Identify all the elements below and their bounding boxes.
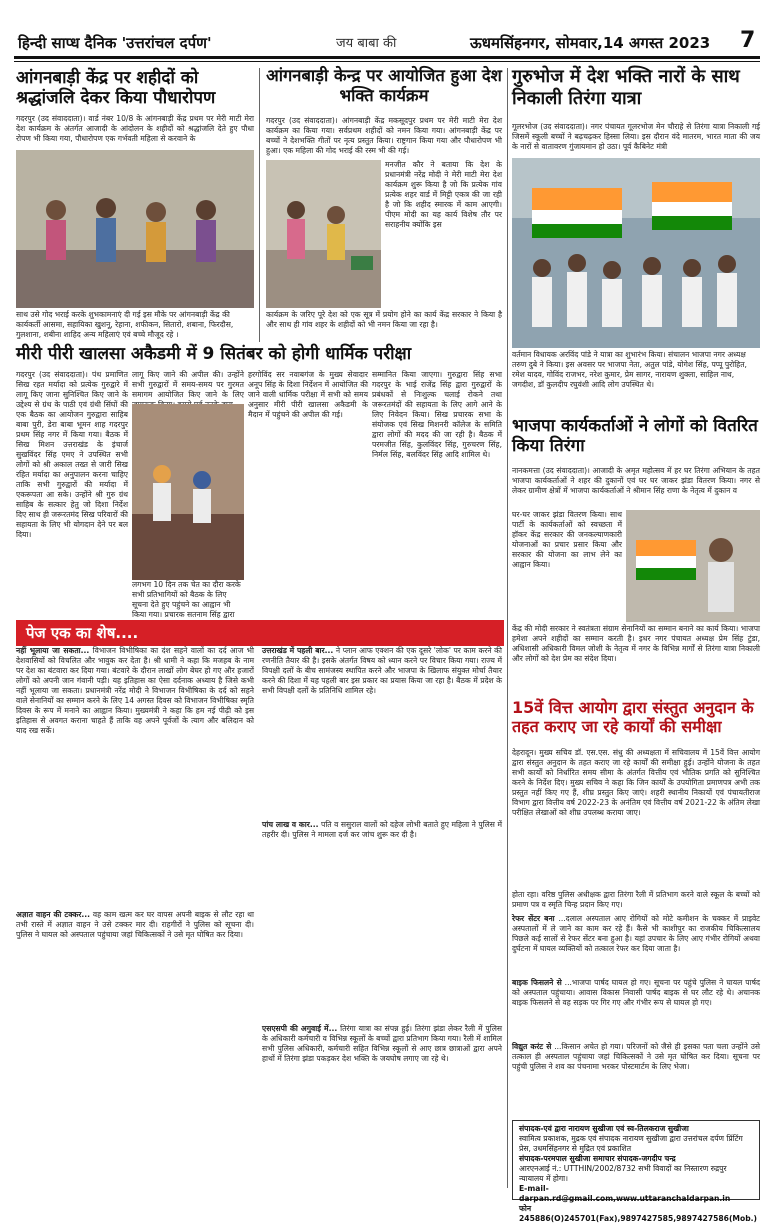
contact-line3: संपादक-परमपाल सुखीजा समाचार संपादक-जगदीप चन्द्र <box>519 1154 676 1163</box>
editorial-col2b <box>262 820 502 1020</box>
story5-headline: भाजपा कार्यकर्ताओं ने लोगों को वितरित किया तिरंगा <box>512 416 758 457</box>
story2-body-c: कार्यक्रम के जरिए पूरे देश को एक सूत्र में प्रयोग होने का कार्य केंद्र सरकार ने किया है और साथ ही गांव शहर के शहीदों को भी नमन किया जा रहा है। <box>266 310 502 329</box>
editorial-lead-a: नहीं भूलाया जा सकता... <box>16 646 90 655</box>
story4-body-c: हरगोविंद सर नवाबगंज के मुख्य सेवादार अनूप सिंह के दिशा निर्देशन में आयोजित की जाने वाली धार्मिक परीक्षा में सभी को समय अनुसार मीरी पीरी खालसा अकैडमी के मैदान में पहुंचने की अपील की गई। <box>248 370 368 419</box>
motto: जय बाबा की <box>336 36 397 51</box>
story5-body-b: घर-घर जाकर झंडा वितरण किया। साथ पार्टी के कार्यकर्ताओं को स्वच्छता में हॉकर केंद्र सरकार की जनकल्याणकारी योजनाओं का प्रचार प्रसार किया और सरकार की योजना का लाभ लेने का आह्वान किया। <box>512 510 622 569</box>
dateline: ऊधमसिंहनगर, सोमवार,14 अगस्त 2023 <box>470 34 711 52</box>
contact-phone: फोन 245886(O)245701(Fax),9897427585,9897427586(Mob.) <box>519 1204 757 1223</box>
contact-box <box>512 1120 760 1223</box>
editorial-body-c: वह काम खत्म कर घर वापस अपनी बाइक से लौट रहा था तभी रास्ते में अज्ञात वाहन ने उसे टक्कर मार दी। राहगीरों ने पुलिस को सूचना दी। पुलिस ने घायल को अस्पताल पहुंचाया जहां चिकित्सकों ने उसे मृत घोषित कर दिया। <box>16 910 255 939</box>
story5-photo <box>626 510 760 622</box>
editorial-col2 <box>262 646 502 816</box>
story1-photo <box>16 150 254 308</box>
story6-lead-e: विद्युत करंट से <box>512 1042 552 1051</box>
editorial-col1b <box>16 910 254 1190</box>
column-divider <box>259 68 260 342</box>
story1-caption: साथ उसे गोद भराई करके शुभकामनाएं दी गई इस मौके पर आंगनबाड़ी केंद्र की कार्यकर्ती आसमा, सहायिका खुशनू, रेहाना, शफीकन, सितारो, शबाना, फिरदौस, गुलशाना, शबीना शाहिद अन्य महिलाएं एवं बच्चे मौजूद रहे । <box>16 310 234 339</box>
story6-col-d <box>512 978 760 1040</box>
story5-photo-image <box>626 510 760 622</box>
story2-photo-image <box>266 160 381 308</box>
editorial-lead-c: अज्ञात वाहन की टक्कर... <box>16 910 90 919</box>
story2-headline: आंगनबाड़ी केन्द्र पर आयोजित हुआ देश भक्ति कार्यक्रम <box>266 66 502 105</box>
story6-body-d: ...भाजपा पार्षद घायल हो गए। सूचना पर पहुंचे पुलिस ने घायल पार्षद को अस्पताल पहुंचाया। आवास विकास निवासी पार्षद बाइक से घर लौट रहे थे। अचानक बाइक फिसलने से वह सड़क पर गिर गए और गंभीर रूप से घायल हो गए। <box>512 978 760 1007</box>
story4-headline: मीरी पीरी खालसा अकैडमी में 9 सितंबर को होगी धार्मिक परीक्षा <box>16 344 412 364</box>
contact-line4: आरएनआई नं.: UTTHIN/2002/8732 सभी विवादों का निस्तारण रुद्रपुर न्यायालय में होगा। <box>519 1164 727 1183</box>
story2-body-a: गदरपुर (उद संवाददाता)। आंगनबाड़ी केंद्र मकसूदपुर प्रथम पर मेरी माटी मेरा देश कार्यक्रम का किया गया। सर्वप्रथम शहीदों को नमन किया गया। आंगनबाड़ी केंद्र पर बच्चों ने देशभक्ति गीतों पर नृत्य प्रस्तुत किया। राष्ट्रगान किया गया और पौधारोपण भी हुआ। एक महिला की गोद भराई की रस्म भी की गई। <box>266 116 502 155</box>
story6-col-e <box>512 1042 760 1116</box>
editorial-body-e: तिरंगा यात्रा का संपन्न हुई। तिरंगा झंडा लेकर रैली में पुलिस के अधिकारी कर्मचारी व विभिन्न स्कूलों के बच्चों द्वारा प्रतिभाग किया गया। रैली में शामिल सभी पुलिस अधिकारी, कर्मचारी सहित विभिन्न स्कूलों से आए छात्र छात्राओं द्वारा अपने हाथों में तिरंगा झंडा पकड़कर देश भक्ति के जयघोष लगाए जा रहे थे। <box>262 1024 502 1063</box>
column-divider <box>507 68 508 1188</box>
story4-body-b: लागू किए जाने की अपील की। उन्होंने सभी गुरुद्वारों में समय-समय पर गुरमत समागम आयोजित किए जाने के लिए <box>132 370 244 399</box>
story5-body-a: नानकमत्ता (उद संवाददाता)। आजादी के अमृत महोत्सव में हर घर तिरंगा अभियान के तहत भाजपा कार्यकर्ताओं ने शहर की दुकानों एवं घर घर जाकर झंडा वितरण किया। नगर से लेकर ग्रामीण क्षेत्रों में भाजपा कार्यकर्ताओं ने श्रीमान सिंह राणा के नेतृत्व में दुकान व <box>512 466 760 495</box>
editorial-body-b: ने प्लान आफ एक्शन की एक दूसरे 'लोक' पर काम करने की रणनीति तैयार की है। इसके अंतर्गत विषय को ध्यान करने पर विचार किया गया। राज्य में विपक्षी दलों के बीच सामंजस्य स्थापित करने और भाजपा के खिलाफ संयुक्त मोर्चा तैयार करने की दिशा में यह पहली बार इस प्रकार का प्रयास किया जा रहा है। बैठक में प्रदेश के सभी विपक्षी दलों के प्रतिनिधि शामिल रहे। <box>262 646 502 695</box>
story1-headline: आंगनबाड़ी केंद्र पर शहीदों को श्रद्धांजलि देकर किया पौधारोपण <box>16 68 216 109</box>
story3-headline: गुरुभोज में देश भक्ति नारों के साथ निकाली तिरंगा यात्रा <box>512 66 740 109</box>
editorial-body-a: विभाजन विभीषिका का दंश सहने वालों का दर्द आज भी देशवासियों को विचलित और भावुक कर देता है। श्री धामी ने कहा कि मजहब के नाम पर देश का बंटवारा कर दिया गया। बंटवारे के दौरान लाखों लोग बेघर हो गए और हजारों लोगों को अपनी जान गंवानी पड़ी। यह इतिहास का ऐसा दर्दनाक अध्याय है जिसे कभी नहीं भूलाया जा सकता। प्रधानमंत्री नरेंद्र मोदी ने विभाजन विभीषिका के दर्द को सहने वाले सेनानियों का सम्मान करने के लिए 14 अगस्त दिवस को विभाजन विभीषिका स्मृति दिवस के रूप में मनाने का आह्वान किया। मुख्यमंत्री ने कहा कि हम नई पीढ़ी को इस इतिहास से अवगत कराना चाहते हैं ताकि वह अपने पूर्वजों के त्याग और बलिदान को याद रख सकें। <box>16 646 254 735</box>
story6-headline: 15वें वित्त आयोग द्वारा संस्तुत अनुदान के तहत कराए जा रहे कार्यों की समीक्षा <box>512 698 754 737</box>
story6-body-a: देहरादून। मुख्य सचिव डॉ. एस.एस. संधु की अध्यक्षता में सचिवालय में 15वें वित्त आयोग द्वारा संस्तुत अनुदान के तहत कराए जा रहे कार्यों की समीक्षा हुई। उन्होंने योजना के तहत सभी कार्यों को निर्धारित समय सीमा के अंतर्गत वित्तीय एवं भौतिक प्रगति को सुनिश्चित करने के निर्देश दिए। मुख्य सचिव ने कहा कि जिन कार्यों के उपयोगिता प्रमाणपत्र अभी तक प्रस्तुत नहीं किए गए हैं, शीघ्र प्रस्तुत किए जाएं। शहरी स्थानीय निकायों एवं पंचायतीराज विभाग द्वारा वित्तीय वर्ष 2022-23 के अनंतिम एवं वित्तीय वर्ष 2021-22 के अंतिम लेखा परीक्षित लेखाओं को शीघ्र उपलब्ध कराया जाए। <box>512 748 760 817</box>
story3-body: गूलरभोज (उद संवाददाता)। नगर पंचायत गूलरभोज मेन चौराहे से तिरंगा यात्रा निकाली गई जिसमें स्कूली बच्चों ने बढ़चढ़कर हिस्सा लिया। इस दौरान वंदे मातरम, भारत माता की जय के नारों से वातावरण गुंजायमान हो उठा। पूर्व कैबिनेट मंत्री <box>512 122 760 151</box>
story4-photo-image <box>132 404 244 580</box>
editorial-lead-d: पांच लाख व कार... <box>262 820 319 829</box>
story2-photo <box>266 160 381 308</box>
story6-body-c: ...दलाल अस्पताल आए रोगियों को मोटे कमीशन के चक्कर में प्राइवेट अस्पतालों में ले जाने का काम कर रहे हैं। कैसे भी काशीपुर का राजकीय चिकित्सालय पिछले कई सालों से रेफर सेंटर बना हुआ है। यहां उपचार के लिए आए गंभीर रोगियों अथवा दुर्घटना में घायल व्यक्तियों को तत्काल रेफर कर दिया जाता है। <box>512 914 761 953</box>
story3-photo <box>512 158 760 348</box>
contact-email: E-mail-darpan.rd@gmail.com,www.uttaranchaldarpan.in <box>519 1184 731 1203</box>
story6-lead-d: बाइक फिसलने से <box>512 978 562 987</box>
editorial-body-d: पति व ससुराल वालों को दहेज लोभी बताते हुए महिला ने पुलिस में तहरीर दी। पुलिस ने मामला दर्ज कर जांच शुरू कर दी है। <box>262 820 503 839</box>
editorial-box-title: पेज एक का शेष.... <box>16 620 504 646</box>
story3-caption: वर्तमान विधायक अरविंद पांडे ने यात्रा का शुभारंभ किया। संचालन भाजपा नगर अध्यक्ष तरुण दुबे ने किया। इस अवसर पर भाजपा नेता, अतुल पांडे, योगेश सिंह, पप्पू पुरोहित, रमेश यादव, गोविंद राजभर, नरेश कुमार, प्रेम सागर, नारायण शुक्ला, साहिल नाथ, जगदीश, डॉ कुलदीप रघुवंशी आदि लोग उपस्थित थे। <box>512 350 747 389</box>
editorial-col2c <box>262 1024 502 1190</box>
page-number: 7 <box>740 28 756 53</box>
story1-photo-image <box>16 150 254 308</box>
story2-body-b: मनजीत कौर ने बताया कि देश के प्रधानमंत्री नरेंद्र मोदी ने मेरी माटी मेरा देश कार्यक्रम शुरू किया है जो कि प्रत्येक गांव प्रत्येक शहर वार्ड में मिट्टी एकत्र की जा रही है जो कि शहीद स्मारक में काम आएगी। पीएम मोदी का यह कार्य विशेष तौर पर सराहनीय क्योंकि इस <box>385 160 502 229</box>
story6-body-b: होता रहा। वरिष्ठ पुलिस अधीक्षक द्वारा तिरंगा रैली में प्रतिभाग करने वाले स्कूल के बच्चों को प्रमाण पत्र व स्मृति चिन्ह प्रदान किए गए। <box>512 890 760 909</box>
paper-name: हिन्दी साप्ध दैनिक 'उत्तरांचल दर्पण' <box>18 34 212 52</box>
editorial-lead-e: एसएसपी की अगुवाई में... <box>262 1024 338 1033</box>
masthead-rule <box>14 56 760 59</box>
story4-photo <box>132 404 244 580</box>
editorial-lead-b: उत्तराखंड में पहली बार... <box>262 646 334 655</box>
story6-body-e: ...किसान अचेत हो गया। परिजनों को जैसे ही इसका पता चला उन्होंने उसे तत्काल ही अस्पताल पहुंचाया जहां चिकित्सकों ने उसे मृत घोषित कर दिया। सूचना पर पहुंची पुलिस ने शव का पंचनामा भरकर पोस्टमार्टम के लिए भेजा। <box>512 1042 760 1071</box>
contact-line2: स्वामित्व प्रकाशक, मुद्रक एवं संपादक नारायण सुखीजा द्वारा उत्तरांचल दर्पण प्रिंटिंग प्रेस, उधमसिंहनगर से मुद्रित एवं प्रकाशित <box>519 1134 743 1153</box>
story4-body-a: गदरपुर (उद संवाददाता)। पंथ प्रमाणित सिख रहत मर्यादा को प्रत्येक गुरुद्वारे में लागू किए जाना सुनिश्चित किए जाने के उद्देश्य से ग्रंथ के पाठी एवं ग्रंथी सिंघों की एक बैठक का आयोजन गुरुद्वारा साहिब बाबा पुरी, डेरा बाबा भूमन शाह गदरपुर प्रथम सिंह नगर में किया गया। बैठक में सिख मिशन उत्तराखंड के इंचार्ज सुखविंदर सिंह एमए ने उपस्थित सभी लोगों को श्री अकाल तख्त से जारी सिख रहित मर्यादा का अनुपालन करना चाहिए ताकि सभी गुरुद्वारों की मर्यादा में एकरूपता आ सके। उन्होंने श्री गुरु ग्रंथ साहिब के सत्कार हेतु जो दिशा निर्देश दिए साथ ही जरूरतमंद सिख परिवारों की सहायता के लिए भी योगदान देने पर बल दिया। <box>16 370 128 539</box>
editorial-col1 <box>16 646 254 908</box>
contact-line1: संपादक-एवं द्वारा नारायण सुखीजा एवं स्व-तिलकराज सुखीजा <box>519 1124 689 1133</box>
story5-body-c: केंद्र की मोदी सरकार ने स्वतंत्रता संग्राम सेनानियों का सम्मान बनाने का कार्य किया। भाजपा हमेशा अपने शहीदों का सम्मान करती है। इधर नगर पंचायत अध्यक्ष प्रेम सिंह टुंडा, अधिशासी अधिकारी विमल जोशी के नेतृत्व में नगर के विभिन्न मार्गों से तिरंगा यात्रा निकाली और लोगों को देश प्रेम का संदेश दिया। <box>512 624 760 663</box>
story6-lead-c: रेफर सेंटर बना <box>512 914 555 923</box>
story4-body-d: सम्मानित किया जाएगा। गुरुद्वारा सिंह सभा गदरपुर के भाई राजेंद्र सिंह द्वारा गुरुद्वारों के प्रबंधकों से निःशुल्क चलाई रोकने तथा जरूरतमंदों की सहायता के लिए आगे आने के लिए निवेदन किया। सिख प्रचारक सभा के संयोजक एवं सिख मिशनरी कॉलेज के समिति द्वारा लोगों की मदद की जा रही है। बैठक में परमजीत सिंह, कुलविंदर सिंह, गुरुचरण सिंह, निर्मल सिंह, बलविंदर सिंह आदि शामिल थे। <box>372 370 502 459</box>
story4-caption: लगभग 10 दिन तक चेत का दौरा करके सभी प्रतिभागियों को बैठक के लिए सूचना देते हुए पहुंचने का आह्वान भी किया गया। प्रचारक सतनाम सिंह द्वारा <box>132 580 241 619</box>
story6-col-c <box>512 914 760 976</box>
story3-photo-image <box>512 158 760 348</box>
masthead-rule-thin <box>14 61 760 62</box>
masthead <box>0 0 770 60</box>
story1-body: गदरपुर (उद संवाददाता)। वार्ड नंबर 10/8 के आंगनबाड़ी केंद्र प्रथम पर मेरी माटी मेरा देश कार्यक्रम के अंतर्गत आजादी के आंदोलन के शहीदों को श्रद्धांजलि देते हुए पौधा रोपण भी किया गया, पौधारोपण एक गर्भवती महिला से करवाने के <box>16 114 254 143</box>
